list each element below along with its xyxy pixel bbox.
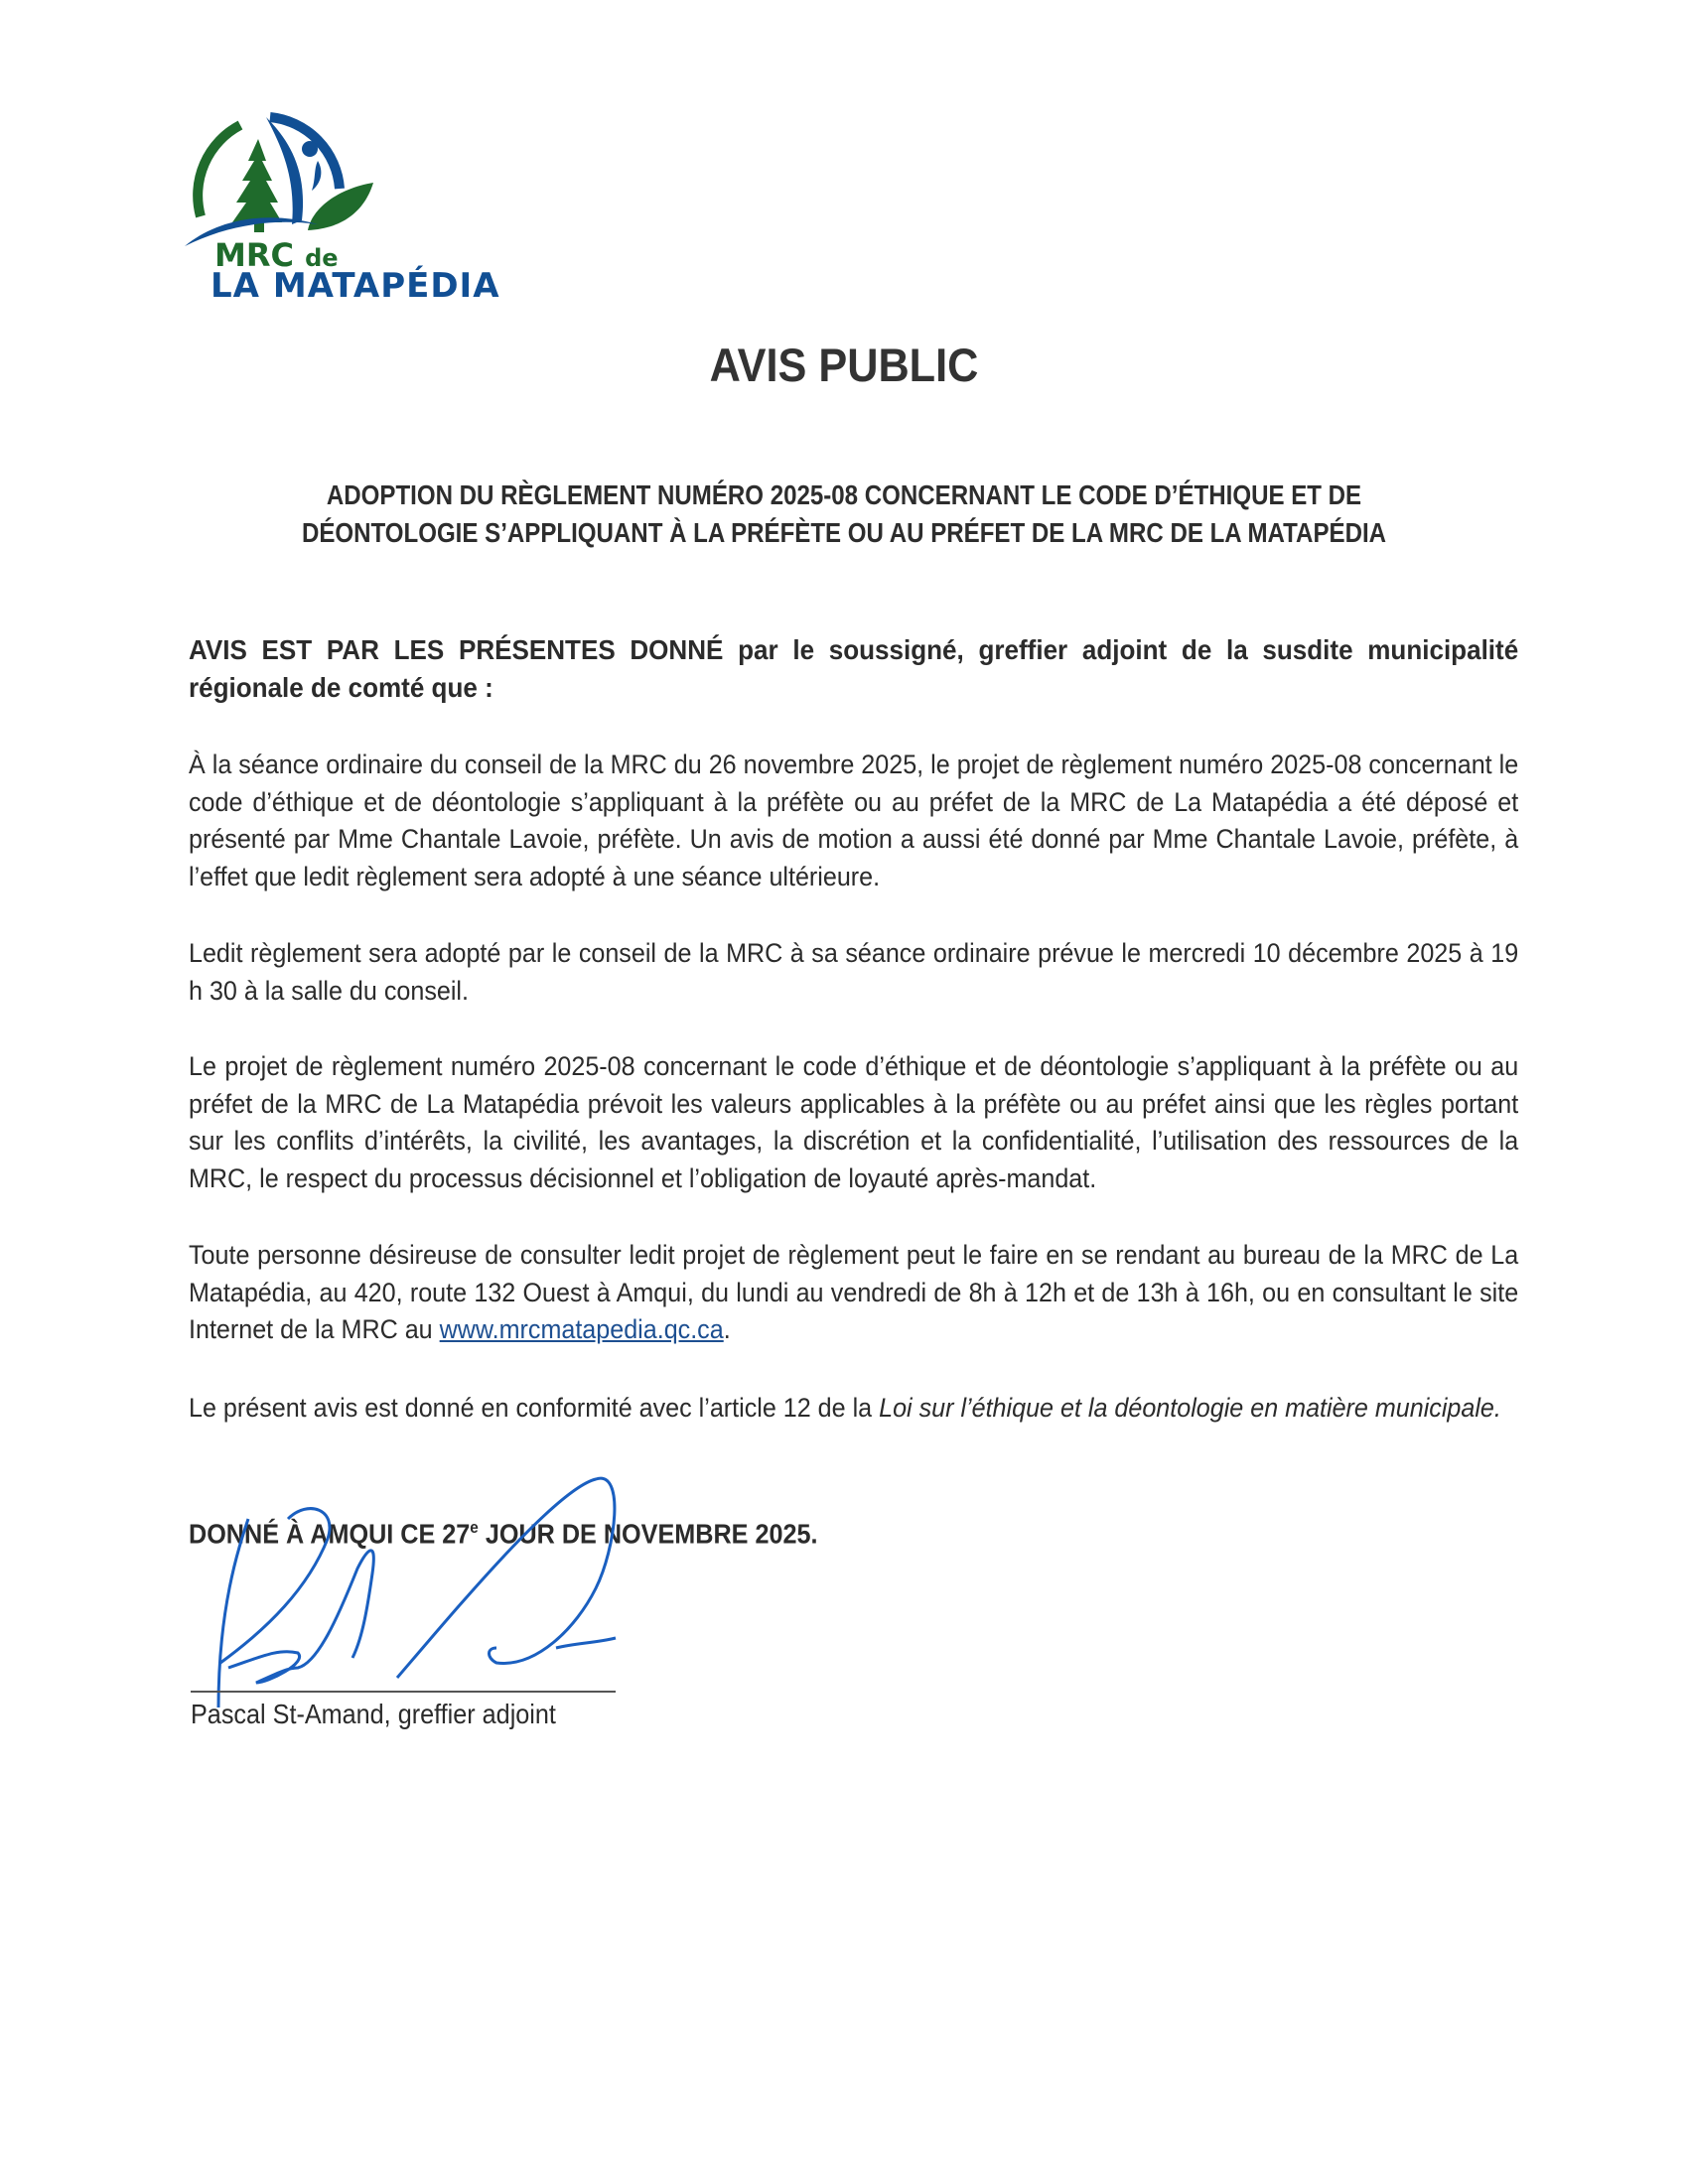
signature-line bbox=[191, 1691, 616, 1693]
paragraph-1: À la séance ordinaire du conseil de la MRC du 26 novembre 2025, le projet de règlement numéro 2025-08 concernant le code d’éthique et de déontologie s’appliquant à la préfète ou au préfet de la MRC de La Matapédia a été déposé et présenté par Mme Chantale Lavoie, préfète. Un avis de motion a aussi été donné par Mme Chantale Lavoie, préfète, à l’effet que ledit règlement sera adopté à une séance ultérieure. bbox=[189, 750, 1519, 891]
logo-mrc: MRC bbox=[214, 236, 294, 274]
signature-stroke-5 bbox=[556, 1638, 616, 1648]
paragraph-4 bbox=[189, 1237, 1518, 1349]
paragraph-3: Le projet de règlement numéro 2025-08 concernant le code d’éthique et de déontologie s’appliquant à la préfète ou au préfet de la MRC de La Matapédia prévoit les valeurs applicables à la préfète ou au préfet ainsi que les règles portant sur les conflits d’intérêts, la civilité, les avantages, la discrétion et la confidentialité, l’utilisation des ressources de la MRC, le respect du processus décisionnel et l’obligation de loyauté après-mandat. bbox=[189, 1051, 1519, 1193]
page-title: AVIS PUBLIC bbox=[709, 339, 979, 391]
paragraph-4-text: Toute personne désireuse de consulter ledit projet de règlement peut le faire en se rendant au bureau de la MRC de La Matapédia, au 420, route 132 Ouest à Amqui, du lundi au vendredi de 8h à 12h et de 13h à 16h, ou en consultant le site Internet de la MRC au bbox=[189, 1240, 1519, 1344]
given-sup: e bbox=[470, 1518, 479, 1537]
logo-de: de bbox=[305, 244, 339, 272]
subtitle-line-2: DÉONTOLOGIE S’APPLIQUANT À LA PRÉFÈTE OU AU PRÉFET DE LA MRC DE LA MATAPÉDIA bbox=[301, 517, 1387, 548]
logo-emblem bbox=[179, 99, 377, 248]
leaf-icon bbox=[308, 183, 373, 230]
paragraph-2: Ledit règlement sera adopté par le conseil de la MRC à sa séance ordinaire prévue le mercredi 10 décembre 2025 à 19 h 30 à la salle du conseil. bbox=[189, 938, 1519, 1006]
notice-subtitle bbox=[289, 477, 1399, 552]
mrc-logo bbox=[179, 99, 536, 313]
signature-stroke-1 bbox=[218, 1519, 248, 1707]
paragraph-4-end: . bbox=[723, 1314, 731, 1344]
intro-paragraph bbox=[189, 631, 1518, 706]
paragraph-5 bbox=[189, 1390, 1518, 1428]
intro-rest: par le soussigné, greffier adjoint de la susdite municipalité régionale de comté que : bbox=[189, 634, 1519, 703]
green-arc bbox=[198, 125, 240, 216]
person-icon bbox=[302, 141, 318, 157]
given-after: JOUR DE NOVEMBRE 2025. bbox=[478, 1518, 818, 1550]
signature-stroke-3 bbox=[228, 1551, 373, 1683]
paragraph-5-text: Le présent avis est donné en conformité avec l’article 12 de la bbox=[189, 1393, 880, 1423]
signature-icon bbox=[199, 1469, 755, 1727]
signature-stroke-2 bbox=[220, 1509, 330, 1663]
logo-text-matapedia: LA MATAPÉDIA bbox=[211, 266, 500, 306]
subtitle-line-1: ADOPTION DU RÈGLEMENT NUMÉRO 2025-08 CONCERNANT LE CODE D’ÉTHIQUE ET DE bbox=[326, 479, 1362, 510]
signature-stroke-4 bbox=[397, 1478, 615, 1678]
signatory-name: Pascal St-Amand, greffier adjoint bbox=[191, 1699, 556, 1729]
website-link[interactable]: www.mrcmatapedia.qc.ca bbox=[439, 1314, 724, 1344]
intro-bold: AVIS EST PAR LES PRÉSENTES DONNÉ bbox=[189, 634, 724, 665]
given-before: DONNÉ À AMQUI CE 27 bbox=[189, 1518, 471, 1550]
law-title: Loi sur l’éthique et la déontologie en matière municipale. bbox=[879, 1393, 1501, 1423]
